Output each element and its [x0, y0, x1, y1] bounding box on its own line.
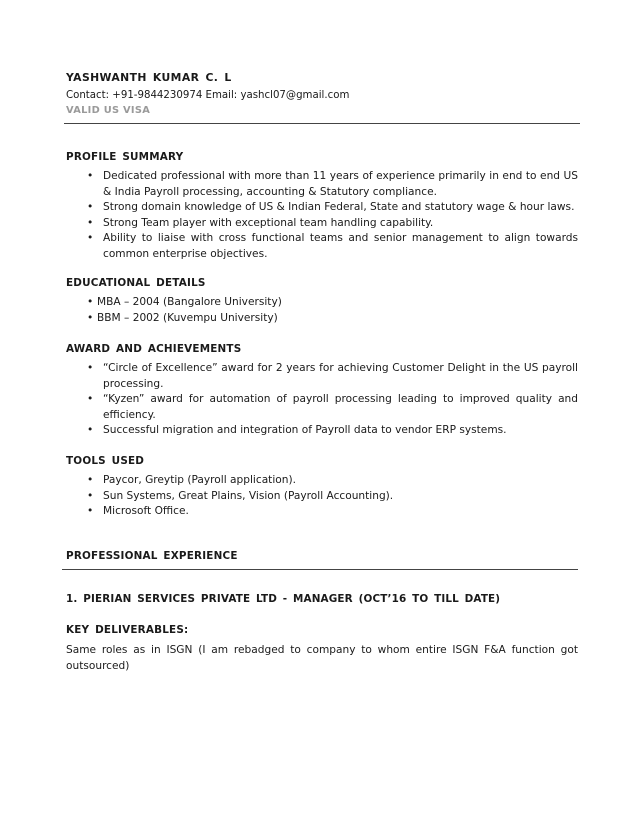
header-divider [64, 123, 580, 124]
list-item-text: BBM – 2002 (Kuvempu University) [97, 311, 278, 324]
list-item-text: Microsoft Office. [103, 505, 189, 518]
list-item-text: Successful migration and integration of Payroll data to vendor ERP systems. [103, 424, 507, 437]
experience-heading: PROFESSIONAL EXPERIENCE [66, 550, 238, 562]
list-item-text: Paycor, Greytip (Payroll application). [103, 474, 296, 486]
bullet-icon: • [87, 311, 94, 324]
profile-summary-heading: PROFILE SUMMARY [66, 151, 184, 163]
visa-status: VALID US VISA [66, 105, 151, 116]
key-deliverables-text: Same roles as in ISGN (I am rebadged to company to whom entire ISGN F&A function got outsourced) [66, 644, 578, 672]
list-item [66, 473, 578, 489]
bullet-icon: • [87, 474, 94, 486]
bullet-icon: • [87, 170, 94, 182]
experience-divider [62, 569, 578, 570]
list-item-text: Strong domain knowledge of US & Indian Federal, State and statutory wage & hour laws. [103, 201, 575, 214]
education-list [66, 295, 578, 326]
list-item [66, 295, 578, 311]
list-item [66, 361, 578, 392]
list-item-text: Sun Systems, Great Plains, Vision (Payroll Accounting). [103, 489, 394, 502]
tools-heading: TOOLS USED [66, 455, 145, 467]
list-item-text: “Kyzen” award for automation of payroll processing leading to improved quality and efficiency. [103, 393, 578, 421]
education-heading: EDUCATIONAL DETAILS [66, 277, 206, 289]
list-item-text: Dedicated professional with more than 11 years of experience primarily in end to end US & India Payroll processing, accounting & Statutory compliance. [103, 170, 578, 198]
list-item-text: “Circle of Excellence” award for 2 years for achieving Customer Delight in the US payroll processing. [103, 362, 578, 390]
list-item-text: Strong Team player with exceptional team handling capability. [103, 216, 434, 229]
list-item [66, 169, 578, 200]
job-title: 1. PIERIAN SERVICES PRIVATE LTD - MANAGER (OCT’16 TO TILL DATE) [66, 593, 501, 605]
list-item [66, 216, 578, 232]
key-deliverables-heading: KEY DELIVERABLES: [66, 624, 189, 636]
bullet-icon: • [87, 216, 94, 229]
profile-summary-list [66, 169, 578, 263]
tools-list [66, 473, 578, 520]
awards-list [66, 361, 578, 439]
list-item-text: MBA – 2004 (Bangalore University) [97, 296, 282, 308]
contact-line: Contact: +91-9844230974 Email: yashcl07@gmail.com [66, 90, 350, 101]
list-item [66, 311, 578, 327]
candidate-name: YASHWANTH KUMAR C. L [66, 71, 232, 84]
bullet-icon: • [87, 201, 94, 214]
bullet-icon: • [87, 362, 94, 374]
bullet-icon: • [87, 393, 94, 406]
list-item [66, 489, 578, 505]
bullet-icon: • [87, 489, 94, 502]
list-item [66, 231, 578, 262]
list-item [66, 392, 578, 423]
list-item [66, 200, 578, 216]
bullet-icon: • [87, 424, 94, 437]
bullet-icon: • [87, 232, 94, 245]
list-item [66, 423, 578, 439]
bullet-icon: • [87, 296, 94, 308]
list-item [66, 504, 578, 520]
awards-heading: AWARD AND ACHIEVEMENTS [66, 343, 242, 355]
list-item-text: Ability to liaise with cross functional teams and senior management to align towards common enterprise objectives. [103, 232, 578, 260]
bullet-icon: • [87, 505, 94, 518]
